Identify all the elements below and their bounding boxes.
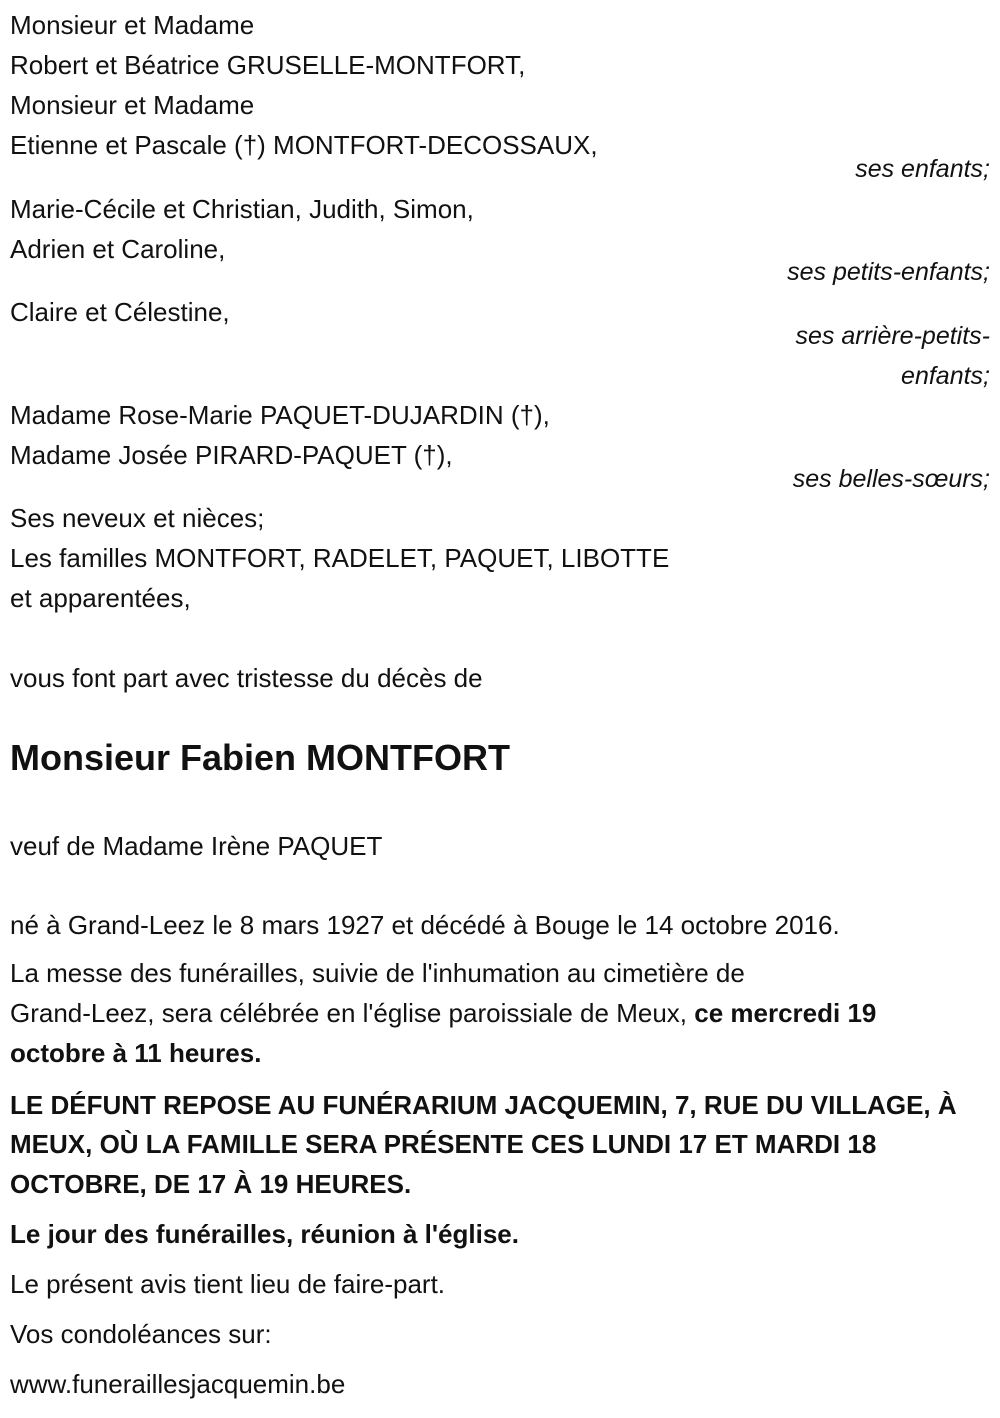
great-grandchildren-label: ses arrière-petits- xyxy=(795,322,990,350)
meeting: Le jour des funérailles, réunion à l'église. xyxy=(10,1219,519,1249)
announcement: vous font part avec tristesse du décès de xyxy=(10,663,483,693)
repose-line: LE DÉFUNT REPOSE AU FUNÉRARIUM JACQUEMIN, 7, RUE DU VILLAGE, À xyxy=(10,1090,957,1120)
others-line: et apparentées, xyxy=(10,583,191,613)
grandchildren-line: Adrien et Caroline, xyxy=(10,234,226,264)
grandchildren-line: Marie-Cécile et Christian, Judith, Simon, xyxy=(10,194,474,224)
mass-line: La messe des funérailles, suivie de l'inhumation au cimetière de xyxy=(10,958,745,988)
grandchildren-label: ses petits-enfants; xyxy=(787,258,990,286)
birth-death: né à Grand-Leez le 8 mars 1927 et décédé à Bouge le 14 octobre 2016. xyxy=(10,910,840,940)
great-grandchildren-line: Claire et Célestine, xyxy=(10,297,230,327)
mass-line xyxy=(10,998,876,1028)
sister-in-law-line: Madame Josée PIRARD-PAQUET (†), xyxy=(10,440,453,470)
children-line: Monsieur et Madame xyxy=(10,90,255,120)
notice: Le présent avis tient lieu de faire-part. xyxy=(10,1269,446,1299)
others-line: Les familles MONTFORT, RADELET, PAQUET, LIBOTTE xyxy=(10,543,670,573)
website-link[interactable]: www.funeraillesjacquemin.be xyxy=(10,1369,346,1399)
sister-in-law-line: Madame Rose-Marie PAQUET-DUJARDIN (†), xyxy=(10,400,550,430)
children-line: Robert et Béatrice GRUSELLE-MONTFORT, xyxy=(10,50,526,80)
widower-of: veuf de Madame Irène PAQUET xyxy=(10,831,383,861)
deceased-name: Monsieur Fabien MONTFORT xyxy=(10,737,510,778)
others-line: Ses neveux et nièces; xyxy=(10,503,265,533)
mass-date-line: octobre à 11 heures. xyxy=(10,1038,262,1068)
condolences: Vos condoléances sur: xyxy=(10,1319,272,1349)
children-line: Monsieur et Madame xyxy=(10,10,255,40)
great-grandchildren-label: enfants; xyxy=(901,362,990,390)
mass-date: ce mercredi 19 xyxy=(694,998,877,1028)
children-line: Etienne et Pascale (†) MONTFORT-DECOSSAUX, xyxy=(10,130,598,160)
repose-line: MEUX, OÙ LA FAMILLE SERA PRÉSENTE CES LUNDI 17 ET MARDI 18 xyxy=(10,1129,877,1159)
children-label: ses enfants; xyxy=(855,155,990,183)
repose-line: OCTOBRE, DE 17 À 19 HEURES. xyxy=(10,1169,412,1199)
mass-text: Grand-Leez, sera célébrée en l'église paroissiale de Meux, xyxy=(10,998,695,1028)
sisters-in-law-label: ses belles-sœurs; xyxy=(792,465,990,493)
